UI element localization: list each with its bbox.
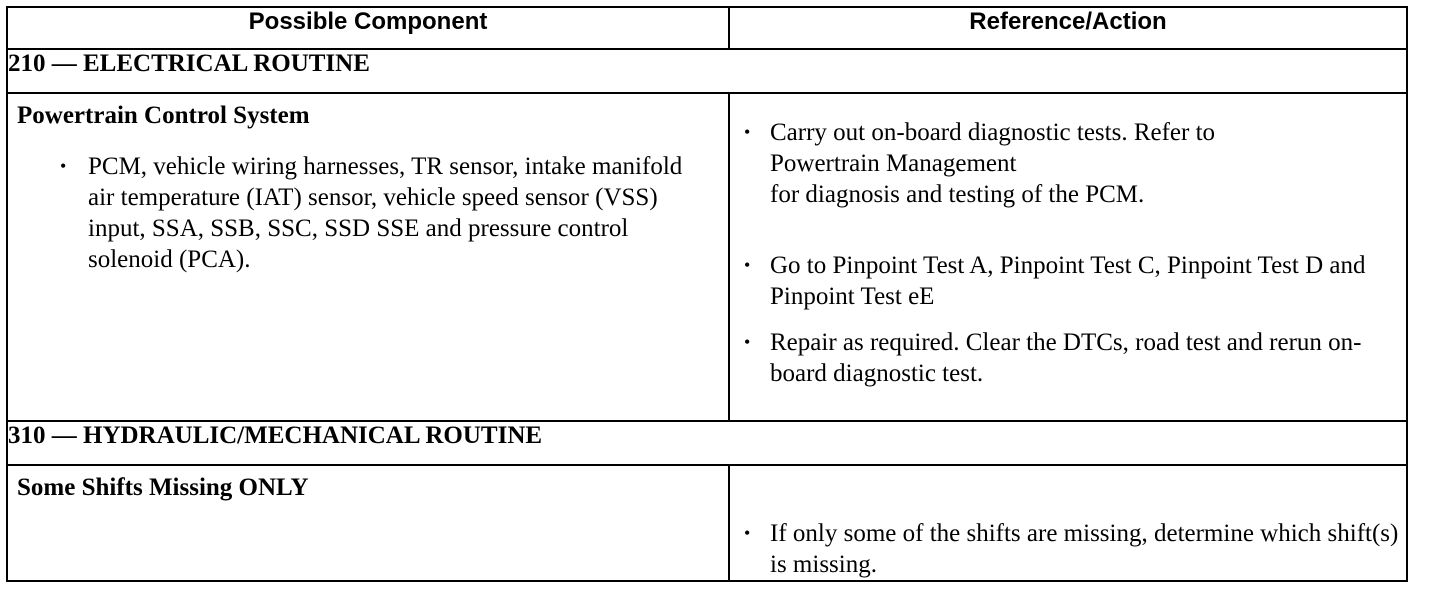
- bullet-icon: •: [744, 122, 751, 142]
- diagnostic-table: [6, 6, 1408, 582]
- component-title: Some Shifts Missing ONLY: [17, 474, 309, 501]
- action-item: [744, 327, 1406, 389]
- header-possible-component: Possible Component: [7, 7, 729, 49]
- action-item: [744, 250, 1406, 312]
- action-cell: [729, 93, 1407, 421]
- section-row-electrical: [7, 49, 1407, 93]
- section-title-hydraulic: 310 — HYDRAULIC/MECHANICAL ROUTINE: [7, 421, 1407, 465]
- table-row: [7, 465, 1407, 581]
- header-row: [7, 7, 1407, 49]
- component-title: Powertrain Control System: [17, 102, 310, 129]
- component-cell: [7, 465, 729, 581]
- bullet-icon: •: [60, 156, 67, 176]
- component-cell: [7, 93, 729, 421]
- bullet-icon: •: [744, 255, 751, 275]
- bullet-icon: •: [744, 523, 751, 543]
- action-text: for diagnosis and testing of the PCM.: [770, 181, 1145, 208]
- component-bullet: [60, 151, 703, 275]
- bullet-icon: •: [744, 332, 751, 352]
- table-row: [7, 93, 1407, 421]
- action-text: Repair as required. Clear the DTCs, road test and rerun on-board diagnostic test.: [770, 329, 1362, 387]
- action-text: If only some of the shifts are missing, determine which shift(s) is missing.: [770, 520, 1399, 578]
- section-row-hydraulic: [7, 421, 1407, 465]
- header-reference-action: Reference/Action: [729, 7, 1407, 49]
- reference-link-powertrain-management[interactable]: Powertrain Management: [770, 150, 1017, 177]
- section-title-electrical: 210 — ELECTRICAL ROUTINE: [7, 49, 1407, 93]
- action-text: Go to Pinpoint Test A, Pinpoint Test C, Pinpoint Test D and Pinpoint Test eE: [770, 252, 1366, 310]
- action-cell: [729, 465, 1407, 581]
- action-text: Carry out on-board diagnostic tests. Refer to: [770, 119, 1216, 146]
- action-item: [744, 117, 1406, 210]
- component-bullet-text: PCM, vehicle wiring harnesses, TR sensor, intake manifold air temperature (IAT) sensor, vehicle speed sensor (VSS) input, SSA, SSB, SSC, SSD SSE and pressure control solenoid (PCA).: [88, 153, 683, 273]
- action-item: [744, 518, 1406, 580]
